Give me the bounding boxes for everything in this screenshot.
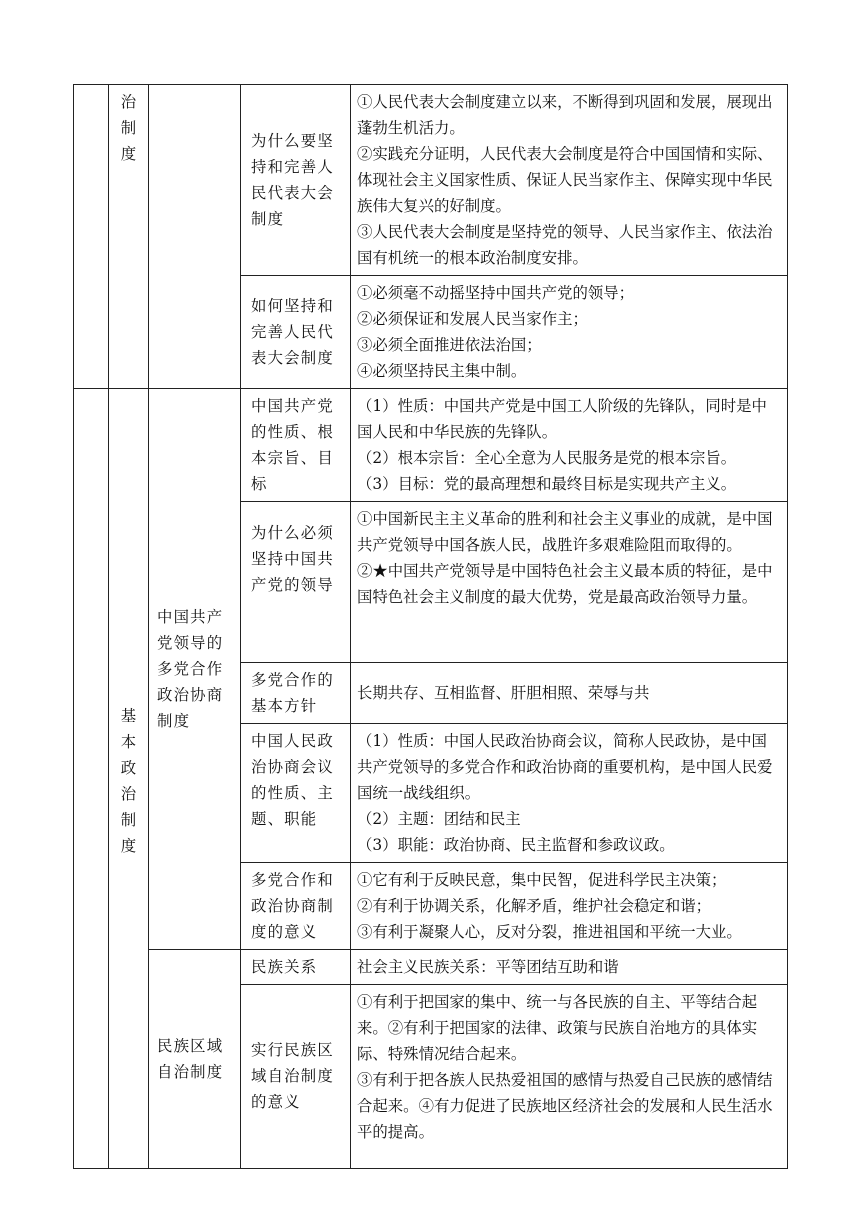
topic-cell bbox=[241, 389, 351, 502]
table-row bbox=[74, 85, 788, 276]
section-title: 中国共产党领导的多党合作政治协商制度 bbox=[157, 608, 224, 730]
outer-empty-column bbox=[74, 85, 109, 389]
content-point: ③必须全面推进依法治国； bbox=[357, 336, 542, 354]
content-point: ②实践充分证明，人民代表大会制度是符合中国国情和实际、体现社会主义国家性质、保证人民当家作主、保障实现中华民族伟大复兴的好制度。 bbox=[357, 145, 773, 215]
column-label-char: 本 bbox=[120, 732, 137, 751]
topic-cell bbox=[241, 724, 351, 863]
topic-cell bbox=[241, 663, 351, 724]
content-point: ③人民代表大会制度是坚持党的领导、人民当家作主、依法治国有机统一的根本政治制度安排。 bbox=[357, 223, 773, 267]
content-point: 长期共存、互相监督、肝胆相照、荣辱与共 bbox=[357, 684, 650, 702]
content-point: ①必须毫不动摇坚持中国共产党的领导； bbox=[357, 284, 635, 302]
block-a-column-label bbox=[109, 85, 149, 389]
column-label-char: 制 bbox=[120, 810, 137, 829]
content-point: ③有利于凝聚人心，反对分裂，推进祖国和平统一大业。 bbox=[357, 923, 742, 941]
section-title-cell bbox=[149, 389, 241, 950]
content-point: ①中国新民主主义革命的胜利和社会主义事业的成就，是中国共产党领导中国各族人民，战胜许多艰难险阻而取得的。 bbox=[357, 510, 773, 554]
topic-text: 多党合作的基本方针 bbox=[251, 671, 334, 715]
content-point: ①有利于把国家的集中、统一与各民族的自主、平等结合起来。②有利于把国家的法律、政策与民族自治地方的具体实际、特殊情况结合起来。 bbox=[357, 993, 758, 1063]
topic-text: 多党合作和政治协商制度的意义 bbox=[251, 871, 334, 941]
content-point: ④必须坚持民主集中制。 bbox=[357, 362, 527, 380]
topic-cell bbox=[241, 502, 351, 663]
content-cell bbox=[351, 389, 788, 502]
topic-text: 如何坚持和完善人民代表大会制度 bbox=[251, 297, 334, 367]
content-cell bbox=[351, 863, 788, 950]
column-label-char: 度 bbox=[120, 836, 137, 855]
content-point: ②必须保证和发展人民当家作主； bbox=[357, 310, 588, 328]
topic-cell bbox=[241, 276, 351, 389]
section-title: 民族区域自治制度 bbox=[157, 1037, 224, 1081]
topic-cell bbox=[241, 863, 351, 950]
section-title-cell bbox=[149, 950, 241, 1169]
content-point: （3）职能：政治协商、民主监督和参政议政。 bbox=[357, 836, 675, 854]
content-point: ①人民代表大会制度建立以来，不断得到巩固和发展，展现出蓬勃生机活力。 bbox=[357, 93, 773, 137]
table-row bbox=[74, 389, 788, 502]
block-b-column-label bbox=[109, 389, 149, 1169]
content-point: （1）性质：中国共产党是中国工人阶级的先锋队，同时是中国人民和中华民族的先锋队。 bbox=[357, 397, 767, 441]
content-cell bbox=[351, 502, 788, 663]
content-point: ①它有利于反映民意，集中民智，促进科学民主决策； bbox=[357, 871, 727, 889]
content-cell bbox=[351, 985, 788, 1169]
topic-text: 中国共产党的性质、根本宗旨、目标 bbox=[251, 397, 334, 493]
content-cell bbox=[351, 724, 788, 863]
topic-cell bbox=[241, 985, 351, 1169]
content-point: 社会主义民族关系：平等团结互助和谐 bbox=[357, 958, 619, 976]
topic-text: 民族关系 bbox=[251, 958, 318, 976]
topic-text: 为什么必须坚持中国共产党的领导 bbox=[251, 524, 334, 594]
content-point: （3）目标：党的最高理想和最终目标是实现共产主义。 bbox=[357, 475, 737, 493]
block-a-section-empty bbox=[149, 85, 241, 389]
content-point: ②★中国共产党领导是中国特色社会主义最本质的特征，是中国特色社会主义制度的最大优势，党是最高政治领导力量。 bbox=[357, 562, 773, 606]
column-label-char: 度 bbox=[120, 145, 137, 163]
content-point: （2）主题：团结和民主 bbox=[357, 810, 521, 828]
knowledge-outline-table bbox=[73, 84, 788, 1169]
column-label-char: 治 bbox=[120, 784, 137, 803]
content-cell bbox=[351, 663, 788, 724]
topic-cell bbox=[241, 950, 351, 985]
column-label-char: 政 bbox=[120, 758, 137, 777]
content-point: ②有利于协调关系，化解矛盾，维护社会稳定和谐； bbox=[357, 897, 711, 915]
content-cell bbox=[351, 950, 788, 985]
content-cell bbox=[351, 276, 788, 389]
outer-empty-column bbox=[74, 389, 109, 1169]
topic-text: 实行民族区域自治制度的意义 bbox=[251, 1041, 334, 1111]
topic-cell bbox=[241, 85, 351, 276]
table-row bbox=[74, 950, 788, 985]
column-label-char: 制 bbox=[120, 119, 137, 137]
topic-text: 中国人民政治协商会议的性质、主题、职能 bbox=[251, 732, 334, 828]
column-label-char: 基 bbox=[120, 706, 137, 725]
topic-text: 为什么要坚持和完善人民代表大会制度 bbox=[251, 132, 334, 228]
content-point: ③有利于把各族人民热爱祖国的感情与热爱自己民族的感情结合起来。④有力促进了民族地区经济社会的发展和人民生活水平的提高。 bbox=[357, 1071, 773, 1141]
content-point: （2）根本宗旨：全心全意为人民服务是党的根本宗旨。 bbox=[357, 449, 737, 467]
content-cell bbox=[351, 85, 788, 276]
column-label-char: 治 bbox=[120, 93, 137, 111]
content-point: （1）性质：中国人民政治协商会议，简称人民政协，是中国共产党领导的多党合作和政治协商的重要机构，是中国人民爱国统一战线组织。 bbox=[357, 732, 773, 802]
